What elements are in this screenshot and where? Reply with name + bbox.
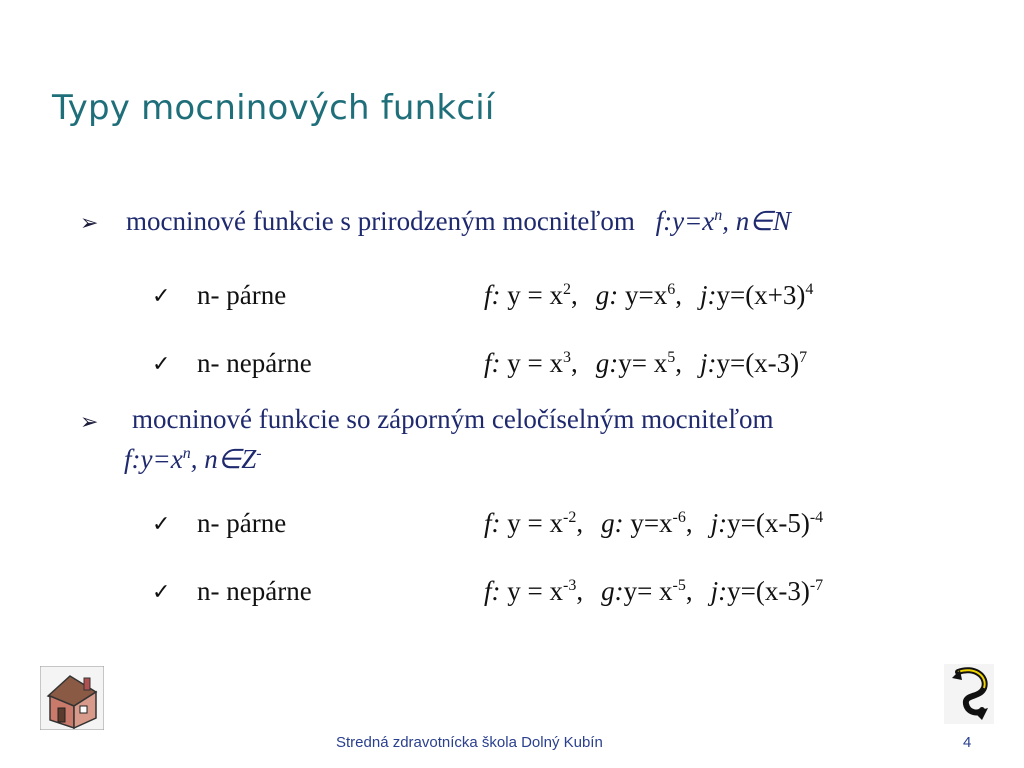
- item-label: n- párne: [197, 280, 287, 310]
- item-label: n- nepárne: [197, 576, 312, 606]
- section1-heading: [126, 206, 791, 237]
- footer-school: Stredná zdravotnícka škola Dolný Kubín: [336, 734, 603, 751]
- arrow-bullet-icon: ➢: [80, 410, 99, 435]
- slide-title: Typy mocninových funkcií: [52, 88, 495, 128]
- section2-text: mocninové funkcie so záporným celočíselným mocniteľom: [132, 404, 774, 434]
- item-label: n- párne: [197, 508, 287, 538]
- arrow-bullet-icon: ➢: [80, 211, 99, 236]
- check-icon: ✓: [152, 352, 171, 377]
- item-formulas: f: $y = x^2$, g: $y=x^6$, $j:y=(x+3)^4$: [484, 280, 814, 310]
- section1-text: mocninové funkcie s prirodzeným mocniteľom: [126, 206, 635, 236]
- section2-formula: $f:y=x^n$, n∈Z-: [124, 444, 262, 474]
- item-formulas: f: $y = x^{-3}$, g:y= $x^{-5}$, $j:y=(x-3)^{-7}$: [484, 576, 824, 606]
- check-icon: ✓: [152, 284, 171, 309]
- item-formulas: f: $y = x^{-2}$, g: $y=x^{-6}$, $j:y=(x-5)^{-4}$: [484, 508, 824, 538]
- return-arrow-icon[interactable]: [944, 664, 994, 724]
- page-number: 4: [963, 734, 972, 751]
- house-icon[interactable]: [40, 666, 104, 730]
- item-formulas: f: $y = x^3$, g:y= $x^5$, $j:y=(x-3)^7$: [484, 348, 808, 378]
- check-icon: ✓: [152, 512, 171, 537]
- check-icon: ✓: [152, 580, 171, 605]
- section1-formula: $f:y=x^n$, n∈N: [655, 206, 791, 236]
- item-label: n- nepárne: [197, 348, 312, 378]
